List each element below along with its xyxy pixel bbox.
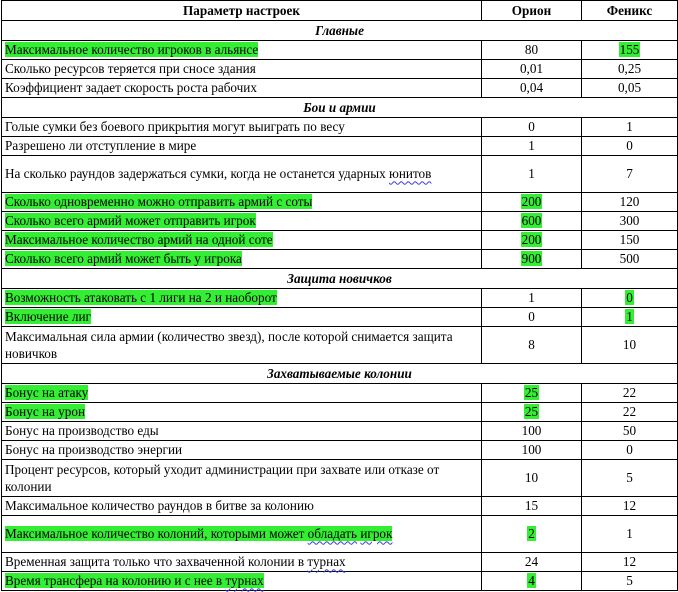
param-header: Параметр настроек	[2, 1, 482, 21]
phoenix-value-cell	[582, 516, 678, 553]
orion-value-cell	[482, 403, 582, 422]
orion-value-cell	[482, 79, 582, 98]
phoenix-value-cell	[582, 156, 678, 193]
phoenix-value-cell	[582, 572, 678, 591]
phoenix-value-cell	[582, 553, 678, 572]
phoenix-value: 1	[626, 309, 633, 325]
param-cell	[2, 497, 482, 516]
param-label: Сколько ресурсов теряется при сносе здания	[5, 61, 256, 77]
phoenix-value-cell	[582, 327, 678, 364]
param-cell	[2, 137, 482, 156]
phoenix-header: Феникс	[582, 1, 678, 21]
phoenix-value-cell	[582, 441, 678, 460]
param-cell	[2, 553, 482, 572]
table-row	[2, 118, 678, 137]
orion-value: 1	[528, 138, 535, 154]
section-row	[2, 269, 678, 289]
section-title: Захватываемые колонии	[2, 364, 678, 384]
table-row	[2, 250, 678, 269]
param-label: Бонус на атаку	[5, 385, 89, 401]
orion-value-cell	[482, 193, 582, 212]
orion-value-cell	[482, 60, 582, 79]
section-title: Бои и армии	[2, 98, 678, 118]
param-label: Время трансфера на колонию и с нее в турнах	[5, 573, 264, 589]
param-cell	[2, 308, 482, 327]
phoenix-value: 10	[622, 337, 637, 353]
orion-value: 200	[521, 232, 542, 248]
param-label: На сколько раундов задержаться сумки, когда не останется ударных юнитов	[5, 166, 432, 182]
param-cell	[2, 384, 482, 403]
phoenix-value-cell	[582, 460, 678, 497]
table-row	[2, 212, 678, 231]
orion-value-cell	[482, 460, 582, 497]
table-row	[2, 41, 678, 60]
orion-value: 2	[528, 526, 535, 542]
phoenix-value: 300	[619, 213, 640, 229]
table-row	[2, 60, 678, 79]
phoenix-value: 1	[626, 119, 633, 135]
table-row	[2, 572, 678, 591]
orion-value: 15	[524, 498, 539, 514]
param-label: Разрешено ли отступление в мире	[5, 138, 197, 154]
section-row	[2, 364, 678, 384]
orion-value: 0,01	[519, 61, 544, 77]
orion-value-cell	[482, 572, 582, 591]
param-label: Максимальное количество армий на одной соте	[5, 232, 273, 248]
phoenix-value-cell	[582, 497, 678, 516]
orion-value: 900	[521, 251, 542, 267]
param-label: Сколько всего армий может быть у игрока	[5, 251, 242, 267]
orion-value: 4	[528, 573, 535, 589]
orion-value-cell	[482, 137, 582, 156]
orion-header: Орион	[482, 1, 582, 21]
phoenix-value-cell	[582, 289, 678, 308]
param-cell	[2, 460, 482, 497]
param-cell	[2, 327, 482, 364]
param-label: Сколько одновременно можно отправить армий с соты	[5, 194, 313, 210]
settings-comparison-table	[1, 0, 678, 591]
phoenix-value: 5	[626, 573, 633, 589]
orion-value-cell	[482, 384, 582, 403]
table-row	[2, 289, 678, 308]
param-label: Бонус на производство энергии	[5, 442, 183, 458]
param-cell	[2, 231, 482, 250]
phoenix-value: 7	[626, 166, 633, 182]
orion-value-cell	[482, 156, 582, 193]
param-cell	[2, 250, 482, 269]
phoenix-value: 12	[622, 498, 637, 514]
section-title: Защита новичков	[2, 269, 678, 289]
phoenix-value: 12	[622, 554, 637, 570]
orion-value-cell	[482, 553, 582, 572]
table-row	[2, 231, 678, 250]
param-label: Максимальная сила армии (количество звезд), после которой снимается защита новичков	[5, 328, 453, 361]
orion-value-cell	[482, 327, 582, 364]
table-row	[2, 79, 678, 98]
phoenix-value: 500	[619, 251, 640, 267]
phoenix-value-cell	[582, 137, 678, 156]
table-row	[2, 403, 678, 422]
table-row	[2, 193, 678, 212]
param-cell	[2, 79, 482, 98]
param-cell	[2, 441, 482, 460]
phoenix-value: 0	[626, 290, 633, 306]
phoenix-value: 0	[626, 138, 633, 154]
phoenix-value-cell	[582, 193, 678, 212]
orion-value: 0	[528, 119, 535, 135]
phoenix-value-cell	[582, 422, 678, 441]
table-row	[2, 516, 678, 553]
phoenix-value: 0,25	[617, 61, 642, 77]
param-label: Сколько всего армий может отправить игрок	[5, 213, 256, 229]
phoenix-value-cell	[582, 308, 678, 327]
param-label: Временная защита только что захваченной колонии в турнах	[5, 554, 346, 570]
orion-value-cell	[482, 289, 582, 308]
table-row	[2, 308, 678, 327]
table-row	[2, 553, 678, 572]
phoenix-value: 0,05	[617, 80, 642, 96]
orion-value: 100	[521, 442, 542, 458]
table-row	[2, 327, 678, 364]
param-cell	[2, 572, 482, 591]
param-label: Голые сумки без боевого прикрытия могут выиграть по весу	[5, 119, 345, 135]
orion-value: 0	[528, 309, 535, 325]
param-cell	[2, 156, 482, 193]
orion-value: 600	[521, 213, 542, 229]
orion-value: 200	[521, 194, 542, 210]
table-body	[2, 21, 678, 591]
orion-value-cell	[482, 497, 582, 516]
phoenix-value-cell	[582, 60, 678, 79]
param-cell	[2, 289, 482, 308]
phoenix-value-cell	[582, 41, 678, 60]
orion-value: 25	[524, 385, 539, 401]
table-row	[2, 137, 678, 156]
section-title: Главные	[2, 21, 678, 41]
phoenix-value: 120	[619, 194, 640, 210]
orion-value: 10	[524, 470, 539, 486]
phoenix-value: 1	[626, 526, 633, 542]
orion-value: 25	[524, 404, 539, 420]
param-label: Бонус на урон	[5, 404, 86, 420]
table-row	[2, 156, 678, 193]
param-label: Максимальное количество игроков в альянсе	[5, 42, 259, 58]
section-row	[2, 98, 678, 118]
param-label: Максимальное количество раундов в битве за колонию	[5, 498, 314, 514]
orion-value: 24	[524, 554, 539, 570]
section-row	[2, 21, 678, 41]
param-cell	[2, 212, 482, 231]
phoenix-value-cell	[582, 384, 678, 403]
param-label: Возможность атаковать с 1 лиги на 2 и наоборот	[5, 290, 277, 306]
phoenix-value-cell	[582, 118, 678, 137]
param-label: Коэффициент задает скорость роста рабочих	[5, 80, 257, 96]
phoenix-value-cell	[582, 79, 678, 98]
param-cell	[2, 422, 482, 441]
orion-value: 0,04	[519, 80, 544, 96]
param-cell	[2, 516, 482, 553]
param-label: Максимальное количество колоний, которыми может обладать игрок	[5, 526, 393, 542]
header-row	[2, 1, 678, 21]
param-label: Включение лиг	[5, 309, 91, 325]
orion-value-cell	[482, 231, 582, 250]
param-cell	[2, 403, 482, 422]
phoenix-value-cell	[582, 231, 678, 250]
param-label: Процент ресурсов, который уходит администрации при захвате или отказе от колонии	[5, 461, 440, 494]
phoenix-value: 50	[622, 423, 637, 439]
phoenix-value: 155	[619, 42, 640, 58]
table-row	[2, 460, 678, 497]
orion-value-cell	[482, 308, 582, 327]
table-row	[2, 422, 678, 441]
orion-value-cell	[482, 441, 582, 460]
orion-value-cell	[482, 516, 582, 553]
orion-value-cell	[482, 250, 582, 269]
orion-value: 1	[528, 166, 535, 182]
param-cell	[2, 60, 482, 79]
orion-value-cell	[482, 422, 582, 441]
phoenix-value: 22	[622, 404, 637, 420]
phoenix-value: 5	[626, 470, 633, 486]
phoenix-value-cell	[582, 403, 678, 422]
table-row	[2, 384, 678, 403]
phoenix-value: 22	[622, 385, 637, 401]
phoenix-value: 150	[619, 232, 640, 248]
orion-value-cell	[482, 41, 582, 60]
orion-value-cell	[482, 118, 582, 137]
param-cell	[2, 41, 482, 60]
table-row	[2, 441, 678, 460]
phoenix-value: 0	[626, 442, 633, 458]
orion-value: 8	[528, 337, 535, 353]
orion-value: 100	[521, 423, 542, 439]
phoenix-value-cell	[582, 212, 678, 231]
phoenix-value-cell	[582, 250, 678, 269]
param-label: Бонус на производство еды	[5, 423, 159, 439]
orion-value: 1	[528, 290, 535, 306]
orion-value: 80	[524, 42, 539, 58]
table-row	[2, 497, 678, 516]
orion-value-cell	[482, 212, 582, 231]
param-cell	[2, 193, 482, 212]
param-cell	[2, 118, 482, 137]
